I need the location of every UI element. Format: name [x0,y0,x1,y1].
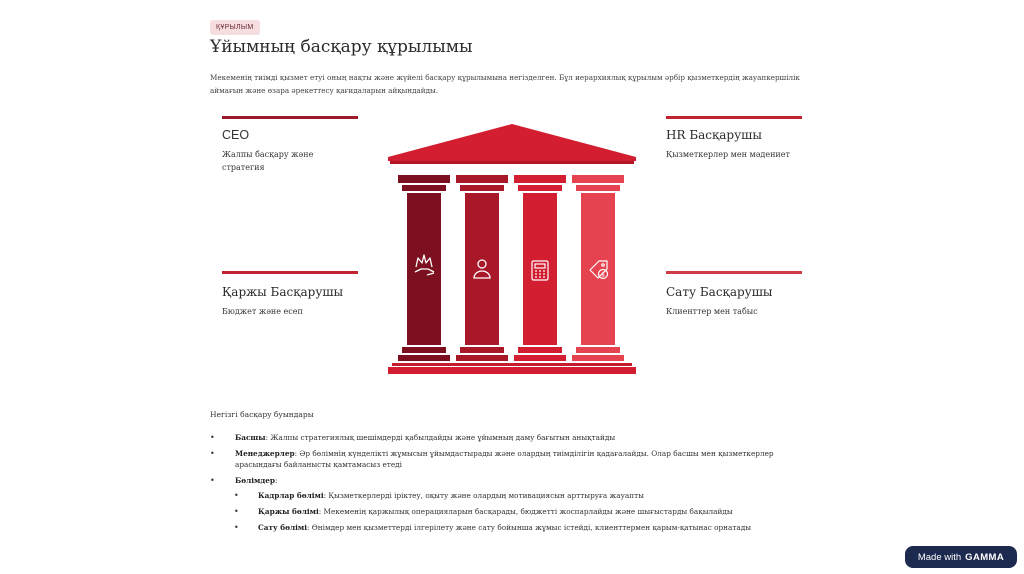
temple-base [388,367,636,374]
column-4 [572,175,624,361]
hr-divider [666,116,802,119]
list-item-text: : [274,475,278,485]
temple-roof-band [390,161,634,164]
list-item-term: Басшы [235,433,266,442]
finance-divider [222,271,358,274]
intro-paragraph: Мекеменің тиімді қызмет етуі оның нақты және жүйелі басқару құрылымына негізделген. Бұл иерархиялық құрылым әрбір қызметкердің жауапкершілік аймағын және өзара әрекеттесу қағидаларын айқындайды. [210,73,800,95]
column-3 [514,175,566,361]
list-item-finance-dept [210,506,820,518]
sales-description: Клиенттер мен табыс [666,307,758,316]
column-2 [456,175,508,361]
sales-title: Сату Басқарушы [666,285,773,299]
list-item-managers [210,448,820,471]
list-item-leader [210,432,820,444]
list-item-term: Кадрлар бөлімі [258,491,324,500]
list-item-term: Менеджерлер [235,448,295,458]
list-item-text: : Мекеменің қаржылық операцияларын басқарады, бюджетті жоспарлайды және шығыстарды бақылайды [318,507,733,516]
made-with-label: Made with [917,551,962,563]
list-item-term: Бөлімдер [235,475,275,485]
list-item-term: Сату бөлімі [258,523,308,532]
list-item-departments [210,475,820,487]
hr-description: Қызметкерлер мен мәдениет [666,150,790,159]
list-item-sales-dept [210,522,820,534]
finance-title: Қаржы Басқарушы [222,285,344,299]
list-item-text: : Қызметкерлерді іріктеу, оқыту және олардың мотивациясын арттыруға жауапты [323,491,644,500]
temple-diagram [388,124,636,374]
sales-block [666,271,802,318]
hr-block [666,116,802,161]
temple-base-top [392,363,632,366]
hr-title [666,128,802,142]
ceo-block [222,116,358,174]
hr-title-text: HR Басқарушы [666,128,762,142]
svg-text:$: $ [601,271,605,279]
section-badge: ҚҰРЫЛЫМ [210,20,260,35]
management-list [210,432,820,538]
list-item-text: : Әр бөлімнің күнделікті жұмысын ұйымдастырады және олардың тиімділігін қадағалайды. Олар басшы мен қызметкерлер арасындағы байланысты қамтамасыз етеді [235,448,774,469]
column-1 [398,175,450,361]
ceo-divider [222,116,358,119]
list-item-text: : Жалпы стратегиялық шешімдерді қабылдайды және ұйымның даму бағытын анықтайды [265,433,616,442]
page-title: Ұйымның басқару құрылымы [210,37,473,57]
finance-description: Бюджет және есеп [222,307,303,316]
list-item-hr-dept [210,490,820,502]
ceo-title: CEO [222,128,250,142]
gamma-logo: GAMMA [965,551,1005,563]
finance-block [222,271,358,318]
list-item-text: : Өнімдер мен қызметтерді ілгерілету және сату бойынша жұмыс істейді, клиенттермен қарым-қатынас орнатады [307,523,752,532]
temple-roof [388,124,636,161]
list-item-term: Қаржы бөлімі [258,507,319,516]
ceo-description: Жалпы басқару және стратегия [222,150,314,172]
section-heading: Негізгі басқару буындары [210,410,314,419]
sales-divider [666,271,802,274]
made-with-gamma-button[interactable] [905,546,1017,568]
